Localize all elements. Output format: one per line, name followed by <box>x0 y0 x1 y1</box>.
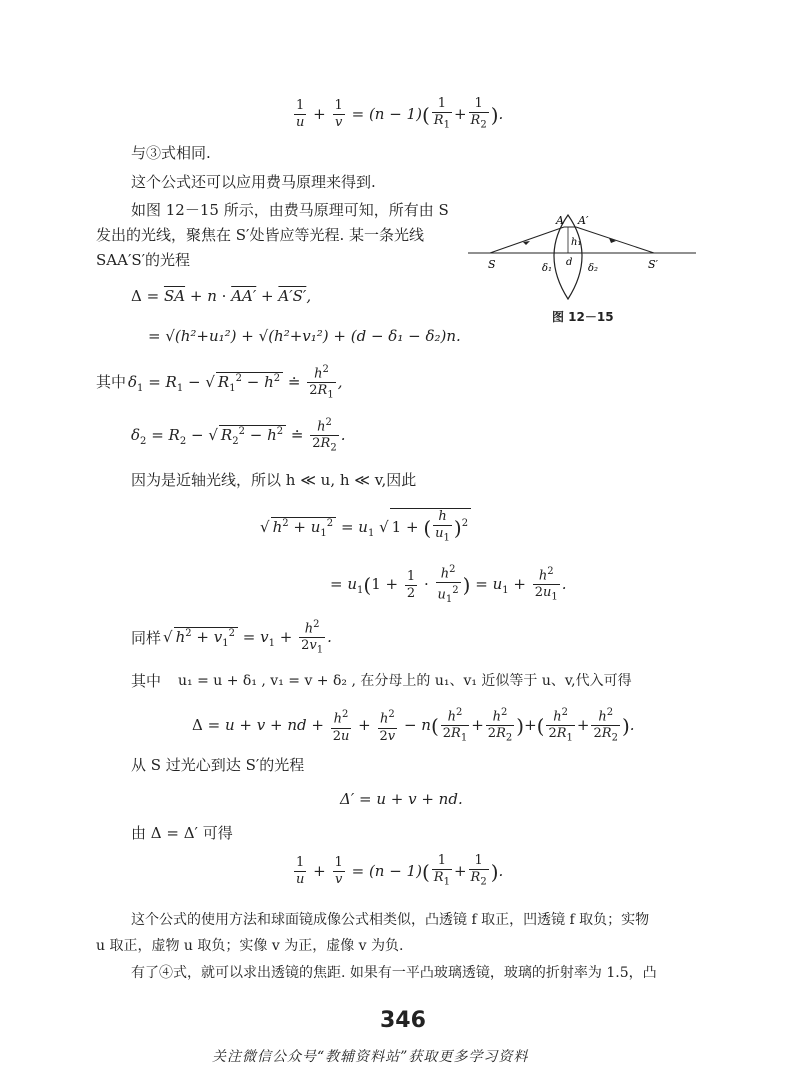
lens-ray-diagram <box>468 205 698 310</box>
text-line-3: 如图 12－15 所示，由费马原理可知，所有由 S <box>131 201 449 219</box>
label-A-prime: A′ <box>578 214 589 227</box>
ray-outgoing <box>576 227 654 253</box>
label-h1: h₁ <box>571 237 582 248</box>
delta-equation-line2: = √(h²+u₁²) + √(h²+v₁²) + (d − δ₁ − δ₂)n. <box>148 327 461 345</box>
label-S-prime: S′ <box>648 258 659 271</box>
ray-incoming <box>490 227 564 253</box>
label-S: S <box>488 258 496 271</box>
delta-equation-line1: $\Delta = \overline{SA} + n \cdot AA' + A'S'$, <box>131 287 312 305</box>
text-cong: 从 S 过光心到达 S′的光程 <box>131 756 305 774</box>
figure-caption: 图 12－15 <box>552 310 614 324</box>
sqrt-expansion-line1: √ $h^2 + u_1^2 = u_1$ √ 1 + ( $\frac{h}{u_1}$ )$^2$ <box>260 508 471 547</box>
delta-prime-equation: Δ′ = u + v + nd. <box>340 790 463 808</box>
delta-total-equation: Δ = u + v + nd + $\frac{h^2}{2u}$ + $\frac{h^2}{2v}$ − n( $\frac{h^2}{2R_1}$ + $\frac{h^2}{2R_2}$ )+( $\frac{h^2}{2R_1}$ + $\frac{h^2}{2R_2}$ ). <box>192 707 635 744</box>
lens-formula-bottom: $\frac{1}{u}$ + $\frac{1}{v}$ = (n − 1)( $\frac{1}{R_1}$ + $\frac{1}{R_2}$ ). <box>296 853 504 888</box>
text-line-4: 发出的光线，聚焦在 S′处皆应等光程. 某一条光线 <box>96 226 424 244</box>
label-A: A <box>556 214 564 227</box>
footer-promo: 关注微信公众号“教辅资料站”获取更多学习资料 <box>212 1049 529 1065</box>
text-qizhong2: u₁ = u + δ₁ , v₁ = v + δ₂ , 在分母上的 u₁、v₁ 近似等于 u、v,代入可得 <box>178 673 632 689</box>
delta2-equation: $\delta_2 = R_2$ − √ $R_2^2 - h^2$ ≐ $\frac{h^2}{2R_2}$ . <box>131 417 346 454</box>
text-line-5: SAA′S′的光程 <box>96 251 191 269</box>
label-delta2: δ₂ <box>588 263 599 274</box>
text-tongyang: 同样 <box>131 629 162 647</box>
qizhong-label-1: 其中 <box>96 373 127 391</box>
text-you: 由 Δ = Δ′ 可得 <box>131 824 233 842</box>
delta1-equation: $\delta_1 = R_1$ − √ $R_1^2 - h^2$ ≐ $\frac{h^2}{2R_1}$ , <box>128 364 343 401</box>
lens-formula-top: $\frac{1}{u}$ + $\frac{1}{v}$ = (n − 1)( $\frac{1}{R_1}$ + $\frac{1}{R_2}$ ). <box>296 96 504 131</box>
text-yinwei: 因为是近轴光线，所以 h ≪ u, h ≪ v,因此 <box>131 471 417 489</box>
text-line-1: 与③式相同. <box>131 144 211 162</box>
sqrt-v-equation: √ $h^2 + v_1^2 = v_1$ + $\frac{h^2}{2v_1}$ . <box>163 619 332 656</box>
qizhong-label-2: 其中 <box>131 672 162 690</box>
label-delta1: δ₁ <box>542 263 553 274</box>
label-d: d <box>566 257 573 268</box>
text-line-2: 这个公式还可以应用费马原理来得到. <box>131 173 376 191</box>
page-number: 346 <box>380 1008 426 1033</box>
ray-arrow-left <box>523 241 530 245</box>
text-shiyong-1: 这个公式的使用方法和球面镜成像公式相类似，凸透镜 f 取正，凹透镜 f 取负；实物 <box>131 912 650 928</box>
text-shiyong-2: u 取正，虚物 u 取负；实像 v 为正，虚像 v 为负. <box>96 938 404 954</box>
text-youle: 有了④式，就可以求出透镜的焦距. 如果有一平凸玻璃透镜，玻璃的折射率为 1.5，凸 <box>131 965 657 981</box>
sqrt-expansion-line2: = $u_1(1$ + $\frac{1}{2}$ · $\frac{h^2}{u_1^2}$ ) = $u_1$ + $\frac{h^2}{2u_1}$ . <box>330 564 567 606</box>
